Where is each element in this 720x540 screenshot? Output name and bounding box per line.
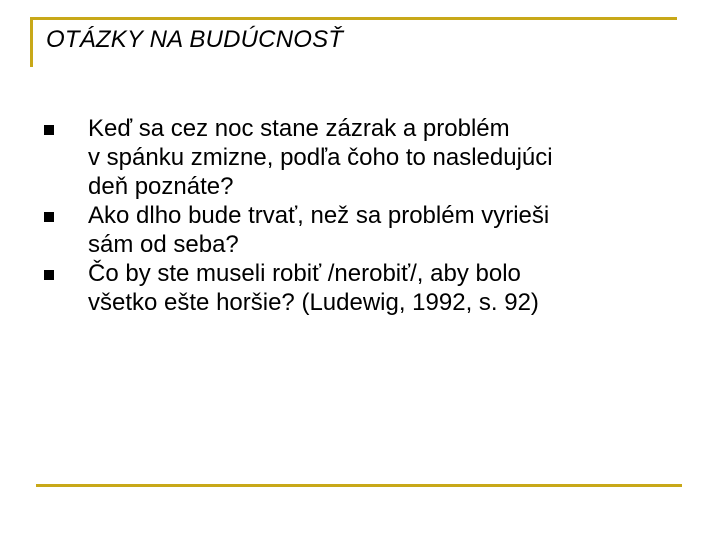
bullet-item-2-line-2: sám od seba? xyxy=(88,231,239,258)
bullet-list xyxy=(42,114,682,317)
slide-title: OTÁZKY NA BUDÚCNOSŤ xyxy=(46,26,344,53)
square-bullet-icon xyxy=(44,212,54,222)
bullet-item-3-line-1: Čo by ste museli robiť /nerobiť/, aby bolo xyxy=(88,260,521,287)
bullet-item-1-line-2: v spánku zmizne, podľa čoho to nasledujúci xyxy=(88,144,553,171)
bullet-item-1-line-3: deň poznáte? xyxy=(88,173,234,200)
title-frame-left-rule xyxy=(30,17,33,67)
footer-rule xyxy=(36,484,682,487)
bullet-item-2-line-1: Ako dlho bude trvať, než sa problém vyrieši xyxy=(88,202,550,229)
title-frame-top-rule xyxy=(30,17,677,20)
bullet-item-2 xyxy=(42,201,682,259)
bullet-item-3-line-2: všetko ešte horšie? (Ludewig, 1992, s. 92) xyxy=(88,289,539,316)
square-bullet-icon xyxy=(44,270,54,280)
bullet-item-1-line-1: Keď sa cez noc stane zázrak a problém xyxy=(88,115,510,142)
square-bullet-icon xyxy=(44,125,54,135)
bullet-item-3 xyxy=(42,259,682,317)
bullet-item-1 xyxy=(42,114,682,201)
